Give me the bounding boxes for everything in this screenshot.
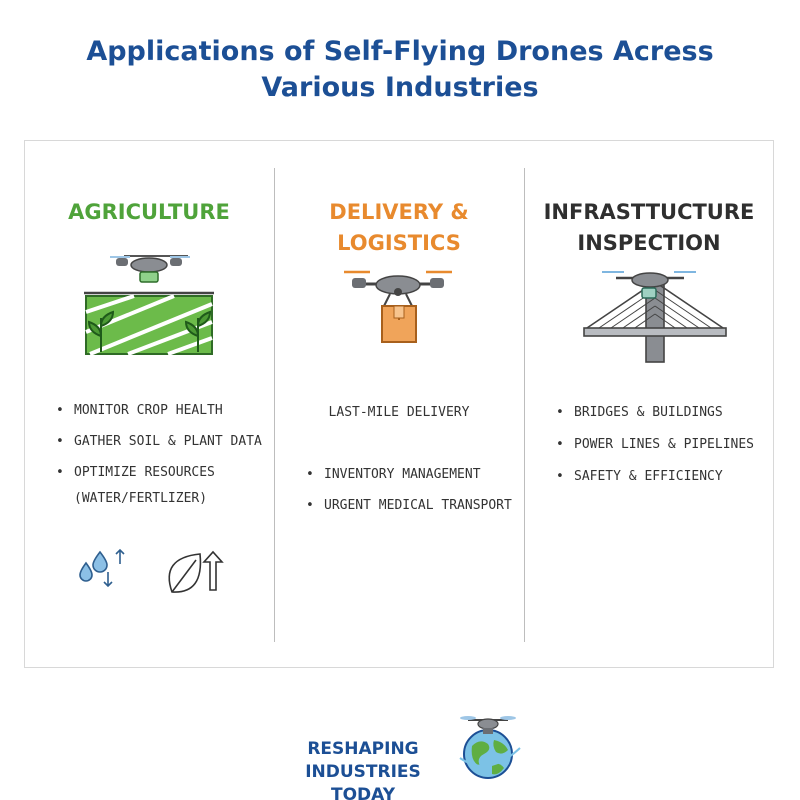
list-item: [56, 434, 262, 450]
crop-field-icon: [86, 296, 212, 354]
footer-line-1: RESHAPING INDUSTRIES: [305, 739, 421, 782]
list-item: [56, 465, 262, 481]
infrastructure-heading-line-2: INSPECTION: [577, 231, 721, 255]
bullet-dot: •: [556, 437, 564, 452]
delivery-illustration: [274, 140, 524, 668]
bullet-text: MONITOR CROP HEALTH: [74, 403, 223, 418]
drone-icon: [602, 272, 696, 298]
agriculture-column: [24, 140, 274, 668]
bullet-text: BRIDGES & BUILDINGS: [574, 405, 723, 420]
page-title-line-1: Applications of Self-Flying Drones Acress: [86, 36, 714, 67]
infrastructure-bullet-list: [556, 405, 754, 485]
delivery-bullet-list: [306, 467, 512, 514]
bullet-dot: •: [56, 403, 64, 418]
drone-icon: [110, 256, 190, 282]
bullet-dot: •: [556, 405, 564, 420]
agriculture-heading-text: AGRICULTURE: [68, 200, 230, 224]
footer-line-2: TODAY: [331, 785, 395, 800]
list-item: [306, 467, 512, 483]
bullet-text: POWER LINES & PIPELINES: [574, 437, 755, 452]
list-item: [556, 469, 754, 485]
bullet-text: SAFETY & EFFICIENCY: [574, 469, 723, 484]
infrastructure-column: [524, 140, 774, 668]
delivery-logistics-column: [274, 140, 524, 668]
list-item: [56, 403, 262, 419]
bullet-text: GATHER SOIL & PLANT DATA: [74, 434, 262, 449]
list-item: [556, 405, 754, 421]
drone-icon: [460, 716, 516, 734]
bullet-text: INVENTORY MANAGEMENT: [324, 467, 481, 482]
list-item: [556, 437, 754, 453]
leaf-growth-icon: [169, 552, 222, 592]
delivery-heading-line-1: DELIVERY &: [329, 200, 469, 224]
infrastructure-illustration: [524, 140, 774, 668]
bullet-text: OPTIMIZE RESOURCES: [74, 465, 215, 480]
page-title: [0, 34, 800, 106]
bullet-text: URGENT MEDICAL TRANSPORT: [324, 498, 512, 513]
bullet-dot: •: [306, 498, 314, 513]
bullet-dot: •: [556, 469, 564, 484]
last-mile-delivery-text: LAST-MILE DELIVERY: [328, 405, 470, 420]
globe-drone-logo: [448, 706, 528, 786]
footer-tagline: [268, 738, 458, 800]
list-item-continuation: [56, 491, 262, 507]
globe-icon: [460, 730, 520, 778]
page-title-line-2: Various Industries: [261, 72, 539, 103]
water-drops-icon: [80, 550, 124, 586]
bullet-dot: •: [56, 465, 64, 480]
package-icon: [382, 306, 416, 342]
list-item: [306, 498, 512, 514]
delivery-heading-line-2: LOGISTICS: [337, 231, 461, 255]
bullet-dot: •: [56, 434, 64, 449]
drone-icon: [344, 272, 452, 306]
agriculture-bullet-list: [56, 403, 262, 507]
infrastructure-heading-line-1: INFRASTTUCTURE: [543, 200, 755, 224]
bullet-dot: •: [306, 467, 314, 482]
bullet-text: (WATER/FERTLIZER): [74, 491, 208, 506]
